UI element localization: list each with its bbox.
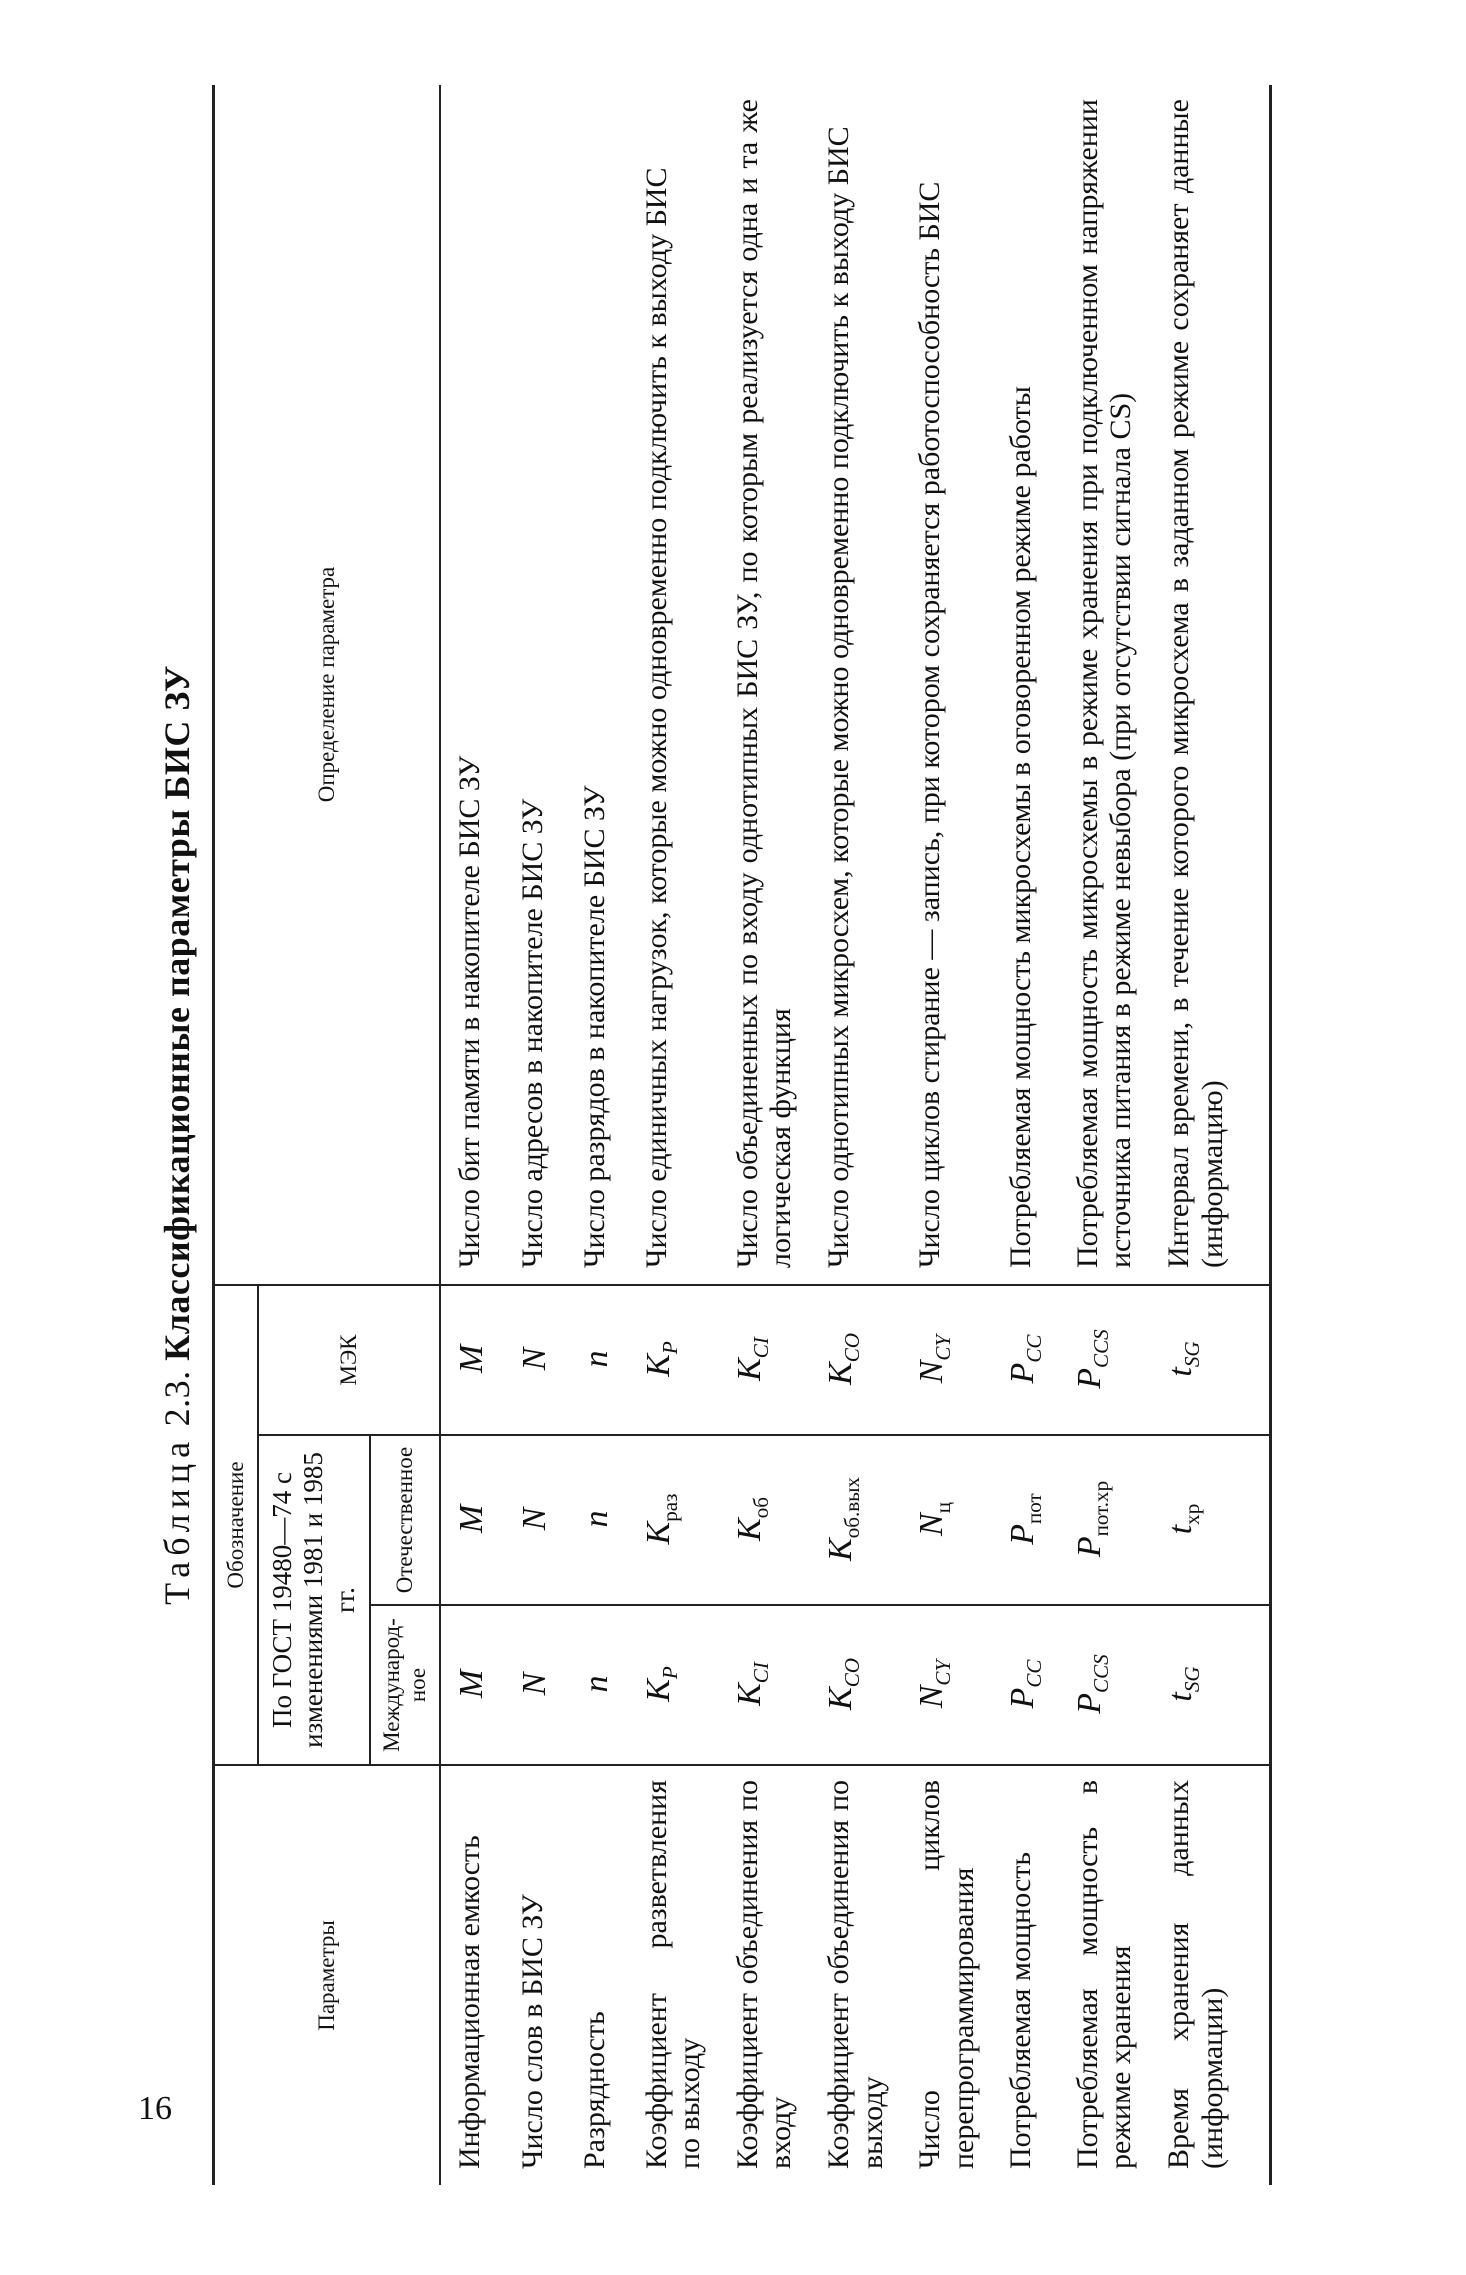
param-cell: Коэффициент разветвления по выходу (639, 1780, 707, 2169)
international-symbol: $K_{CO}$ (810, 1605, 901, 1765)
caption-number: 2.3. (157, 1370, 197, 1427)
header-designation: Обозначение (214, 1285, 259, 1765)
iec-symbol: $P_{CCS}$ (1059, 1285, 1150, 1435)
param-cell: Потребляемая мощность в режиме хранения (1070, 1780, 1138, 2169)
domestic-symbol: M (440, 1435, 503, 1605)
domestic-symbol: $K_{об.вых}$ (810, 1435, 901, 1605)
param-cell: Число циклов перепрограммирования (913, 1780, 980, 2169)
table-row (440, 85, 503, 2185)
international-symbol: $t_{SG}$ (1150, 1605, 1271, 1765)
domestic-symbol: $K_{раз}$ (628, 1435, 719, 1605)
definition-cell: Интервал времени, в течение которого микросхема в заданном режиме сохраняет данные (информацию) (1150, 85, 1271, 1285)
rotated-page-content (150, 85, 1466, 2185)
definition-cell: Число единичных нагрузок, которые можно одновременно подключить к выходу БИС (628, 85, 719, 1285)
table-body (440, 85, 1270, 2185)
definition-cell: Число однотипных микросхем, которые можно одновременно подключить к выходу БИС (810, 85, 901, 1285)
domestic-symbol: $N_ц$ (901, 1435, 992, 1605)
table-row (628, 85, 719, 2185)
param-cell: Потребляемая мощность (1004, 1851, 1038, 2169)
param-cell: Коэффициент объединения по входу (730, 1780, 798, 2169)
param-cell: Информационная емкость (453, 1835, 487, 2169)
page-number: 16 (138, 2090, 172, 2127)
param-cell: Время хранения данных (информации) (1150, 1765, 1271, 2185)
definition-cell: Число адресов в накопителе БИС ЗУ (504, 85, 566, 1285)
param-cell: Коэффициент объединения по выходу (822, 1780, 889, 2169)
table-row (992, 85, 1058, 2185)
header-definition: Определение параметра (214, 85, 441, 1285)
international-symbol: M (440, 1605, 503, 1765)
header-international: Международ-ное (370, 1605, 441, 1765)
domestic-symbol: $P_{пот}$ (992, 1435, 1058, 1605)
definition-cell: Число циклов стирание — запись, при котором сохраняется работоспособность БИС (901, 85, 992, 1285)
parameters-table (212, 85, 1272, 2185)
table-row (810, 85, 901, 2185)
definition-cell: Потребляемая мощность микросхемы в режиме хранения при подключенном напряжении источника питания в режиме невыбора (при отсутствии сигнала CS) (1059, 85, 1150, 1285)
param-cell: Разрядность (577, 2011, 611, 2169)
domestic-symbol: $t_{хр}$ (1150, 1435, 1271, 1605)
international-symbol: N (504, 1605, 566, 1765)
table-caption (150, 85, 212, 2185)
definition-cell: Число объединенных по входу однотипных БИС ЗУ, по которым реализуется одна и та же логическая функция (719, 85, 810, 1285)
international-symbol: n (566, 1605, 628, 1765)
domestic-symbol: $P_{пот.хр}$ (1059, 1435, 1150, 1605)
caption-title: Классификационные параметры БИС ЗУ (157, 665, 197, 1361)
international-symbol: $N_{CY}$ (901, 1605, 992, 1765)
iec-symbol: N (504, 1285, 566, 1435)
caption-label: Таблица (157, 1435, 197, 1605)
iec-symbol: $K_P$ (628, 1285, 719, 1435)
domestic-symbol: N (504, 1435, 566, 1605)
international-symbol: $K_{CI}$ (719, 1605, 810, 1765)
table-row (901, 85, 992, 2185)
header-domestic: Отечественное (370, 1435, 441, 1605)
definition-cell: Потребляемая мощность микросхемы в оговоренном режиме работы (992, 85, 1058, 1285)
definition-cell: Число разрядов в накопителе БИС ЗУ (566, 85, 628, 1285)
table-row (719, 85, 810, 2185)
table-row (1150, 85, 1271, 2185)
international-symbol: $K_P$ (628, 1605, 719, 1765)
header-iec: МЭК (258, 1285, 440, 1435)
param-cell: Число слов в БИС ЗУ (515, 1894, 549, 2169)
iec-symbol: n (566, 1285, 628, 1435)
iec-symbol: $K_{CI}$ (719, 1285, 810, 1435)
international-symbol: $P_{CC}$ (992, 1605, 1058, 1765)
iec-symbol: $t_{SG}$ (1150, 1285, 1271, 1435)
iec-symbol: $N_{CY}$ (901, 1285, 992, 1435)
iec-symbol: M (440, 1285, 503, 1435)
table-row (504, 85, 566, 2185)
definition-cell: Число бит памяти в накопителе БИС ЗУ (440, 85, 503, 1285)
iec-symbol: $P_{CC}$ (992, 1285, 1058, 1435)
table-row (1059, 85, 1150, 2185)
international-symbol: $P_{CCS}$ (1059, 1605, 1150, 1765)
domestic-symbol: n (566, 1435, 628, 1605)
domestic-symbol: $K_{об}$ (719, 1435, 810, 1605)
table-row (566, 85, 628, 2185)
header-parameters: Параметры (214, 1765, 441, 2185)
iec-symbol: $K_{CO}$ (810, 1285, 901, 1435)
header-gost: По ГОСТ 19480—74 с изменениями 1981 и 1985 гг. (258, 1435, 369, 1765)
